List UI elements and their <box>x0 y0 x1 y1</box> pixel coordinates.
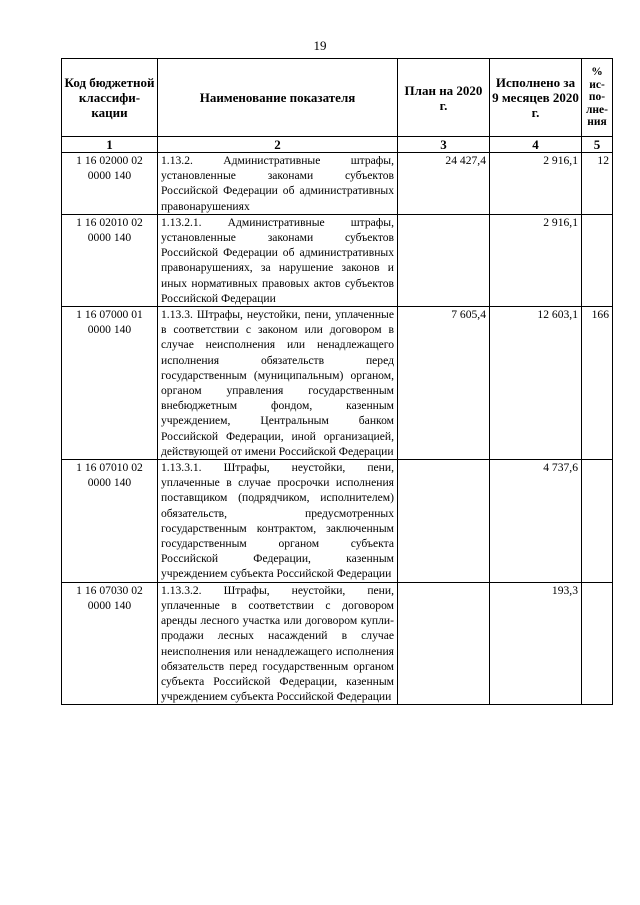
row-executed: 2 916,1 <box>490 153 582 215</box>
table-row <box>62 582 613 705</box>
row-percent: 166 <box>582 307 613 460</box>
row-executed: 4 737,6 <box>490 460 582 583</box>
header-plan: План на 2020 г. <box>398 59 490 137</box>
table-row <box>62 460 613 583</box>
column-number: 4 <box>490 137 582 153</box>
column-number: 5 <box>582 137 613 153</box>
row-code: 1 16 02000 02 0000 140 <box>62 153 158 215</box>
row-code: 1 16 02010 02 0000 140 <box>62 214 158 306</box>
row-plan: 24 427,4 <box>398 153 490 215</box>
row-plan <box>398 460 490 583</box>
row-code: 1 16 07030 02 0000 140 <box>62 582 158 705</box>
row-executed: 12 603,1 <box>490 307 582 460</box>
table-row <box>62 153 613 215</box>
budget-table <box>61 58 613 705</box>
row-name: 1.13.3.1. Штрафы, неустойки, пени, уплаченные в случае просрочки исполнения поставщиком (подрядчиком, исполнителем) обязательств, предусмотренных государственным контрактом, заключенным государственным органом субъекта Российской Федерации, казенным учреждением субъекта Российской Федерации <box>158 460 398 583</box>
column-number: 3 <box>398 137 490 153</box>
table-row <box>62 307 613 460</box>
header-percent: % ис-по-лне-ния <box>582 59 613 137</box>
table-row <box>62 214 613 306</box>
row-executed: 2 916,1 <box>490 214 582 306</box>
row-plan <box>398 582 490 705</box>
row-executed: 193,3 <box>490 582 582 705</box>
header-name: Наименование показателя <box>158 59 398 137</box>
row-code: 1 16 07000 01 0000 140 <box>62 307 158 460</box>
row-plan <box>398 214 490 306</box>
header-executed: Исполнено за 9 месяцев 2020 г. <box>490 59 582 137</box>
header-row <box>62 59 613 137</box>
row-name: 1.13.2.1. Административные штрафы, установленные законами субъектов Российской Федерации об административных правонарушениях, за нарушение законов и иных нормативных правовых актов субъектов Российской Федерации <box>158 214 398 306</box>
row-percent <box>582 582 613 705</box>
column-number-row <box>62 137 613 153</box>
row-name: 1.13.3.2. Штрафы, неустойки, пени, уплаченные в соответствии с договором аренды лесного участка или договором купли-продажи лесных насаждений в случае неисполнения или ненадлежащего исполнения обязательств перед государственным органом субъекта Российской Федерации, казенным учреждением субъекта Российской Федерации <box>158 582 398 705</box>
row-percent <box>582 460 613 583</box>
row-name: 1.13.2. Административные штрафы, установленные законами субъектов Российской Федерации об административных правонарушениях <box>158 153 398 215</box>
row-percent <box>582 214 613 306</box>
row-plan: 7 605,4 <box>398 307 490 460</box>
row-percent: 12 <box>582 153 613 215</box>
page-number: 19 <box>313 38 327 53</box>
row-name: 1.13.3. Штрафы, неустойки, пени, уплаченные в соответствии с законом или договором в случае неисполнения или ненадлежащего исполнения обязательств перед государственным (муниципальным) органом, органом управления государственным внебюджетным фондом, казенным учреждением, Центральным банком Российской Федерации, иной организацией, действующей от имени Российской Федерации <box>158 307 398 460</box>
header-code: Код бюджетной классифи-кации <box>62 59 158 137</box>
column-number: 1 <box>62 137 158 153</box>
row-code: 1 16 07010 02 0000 140 <box>62 460 158 583</box>
column-number: 2 <box>158 137 398 153</box>
